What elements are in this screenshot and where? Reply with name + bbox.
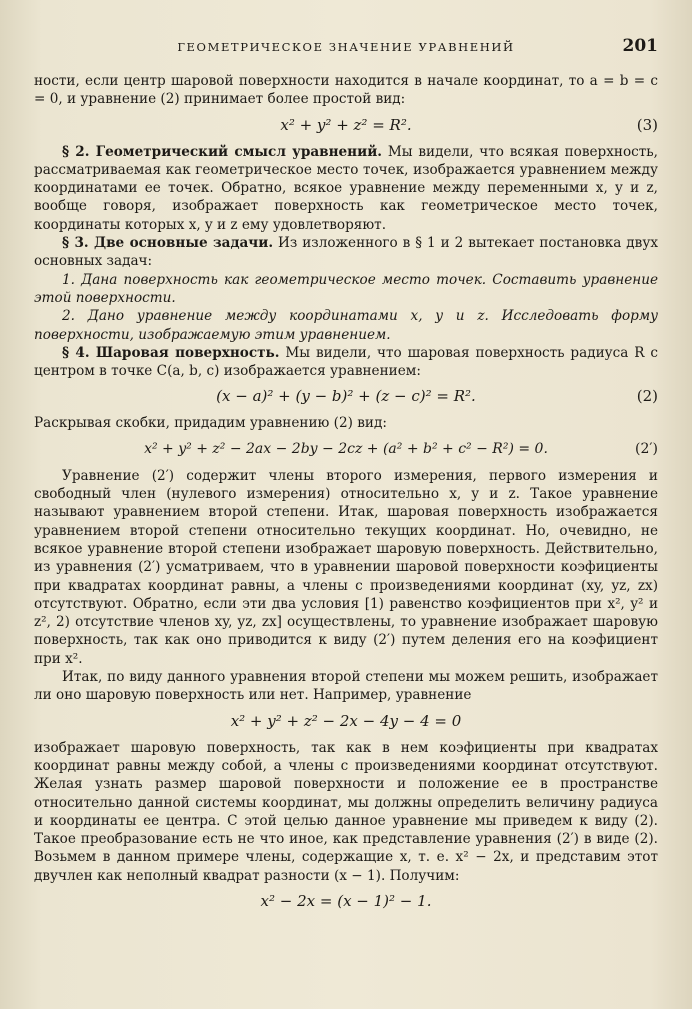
formula-expression: x² + y² + z² − 2x − 4y − 4 = 0 [230,711,462,730]
section-3 [34,234,658,271]
formula-number: (2′) [634,440,658,457]
section-3-title: § 3. Две основные задачи. [62,235,274,252]
section-2-text: Мы видели, что всякая поверхность, рассматриваемая как геометрическое место точек, изображается уравнением между координатами ее точек. Обратно, всякое уравнение между переменными x, y и z, вообще говоря, изображает поверхность как геометрическое место точек, координаты которых x, y и z ему удовлетворяют. [34,143,658,233]
formula-expression: x² + y² + z² = R². [280,115,412,134]
task-1: 1. Дана поверхность как геометрическое место точек. Составить уравнение этой поверхности. [34,271,658,306]
section-2-title: § 2. Геометрический смысл уравнений. [62,143,383,160]
running-head: ГЕОМЕТРИЧЕСКОЕ ЗНАЧЕНИЕ УРАВНЕНИЙ [177,40,515,54]
page-number: 201 [622,36,658,56]
formula-expression: x² + y² + z² − 2ax − 2by − 2cz + (a² + b² + c² − R²) = 0. [144,440,548,457]
section-3-text: Из изложенного в § 1 и 2 вытекает постановка двух основных задач: [34,235,658,270]
formula-2-prime [34,440,658,459]
formula-expression: x² − 2x = (x − 1)² − 1. [260,891,432,910]
section-4-title: § 4. Шаровая поверхность. [62,344,280,361]
formula-number: (2) [636,387,658,406]
paragraph-open-brackets: Раскрывая скобки, придадим уравнению (2) вид: [34,415,387,432]
task-2: 2. Дано уравнение между координатами x, y и z. Исследовать форму поверхности, изображаемую этим уравнением. [34,308,658,343]
paragraph-intro: ности, если центр шаровой поверхности находится в начале координат, то a = b = c = 0, и уравнение (2) принимает более простой вид: [34,73,658,108]
formula-3 [34,116,658,135]
page-header [34,36,658,58]
formula-square [34,892,658,911]
formula-2 [34,387,658,406]
section-2 [34,143,658,234]
formula-expression: (x − a)² + (y − b)² + (z − c)² = R². [216,387,476,406]
paragraph-second-degree: Уравнение (2′) содержит члены второго измерения, первого измерения и свободный член (нулевого измерения) относительно x, y и z. Такое уравнение называют уравнением второй степени. Итак, шаровая поверхность изображается уравнением второй степени относительно текущих координат. Но, очевидно, не всякое уравнение второй степени изображает шаровую поверхность. Действительно, из уравнения (2′) усматриваем, что в уравнении шаровой поверхности коэфициенты при квадратах координат равны, а члены с произведениями координат (xy, yz, zx) отсутствуют. Обратно, если эти два условия [1) равенство коэфициентов при x², y² и z², 2) отсутствие членов xy, yz, zx] осуществлены, то уравнение изображает шаровую поверхность, так как оно приводится к виду (2′) путем деления его на коэфициент при x². [34,467,658,667]
page-body [34,72,658,919]
paragraph-final: изображает шаровую поверхность, так как в нем коэфициенты при квадратах координат равны между собой, а члены с произведениями координат отсутствуют. Желая узнать размер шаровой поверхности и положение ее в пространстве относительно данной системы координат, мы должны определить величину радиуса и координаты ее центра. С этой целью данное уравнение мы приведем к виду (2). Такое преобразование есть не что иное, как представление уравнения (2′) в виде (2). Возьмем в данном примере члены, содержащие x, т. е. x² − 2x, и представим этот двучлен как неполный квадрат разности (x − 1). Получим: [34,739,658,884]
section-4-text: Мы видели, что шаровая поверхность радиуса R с центром в точке C(a, b, c) изображается уравнением: [34,344,658,380]
section-4 [34,344,658,381]
formula-number: (3) [636,115,658,134]
formula-example [34,712,658,731]
paragraph-example: Итак, по виду данного уравнения второй степени мы можем решить, изображает ли оно шаровую поверхность или нет. Например, уравнение [34,669,658,704]
